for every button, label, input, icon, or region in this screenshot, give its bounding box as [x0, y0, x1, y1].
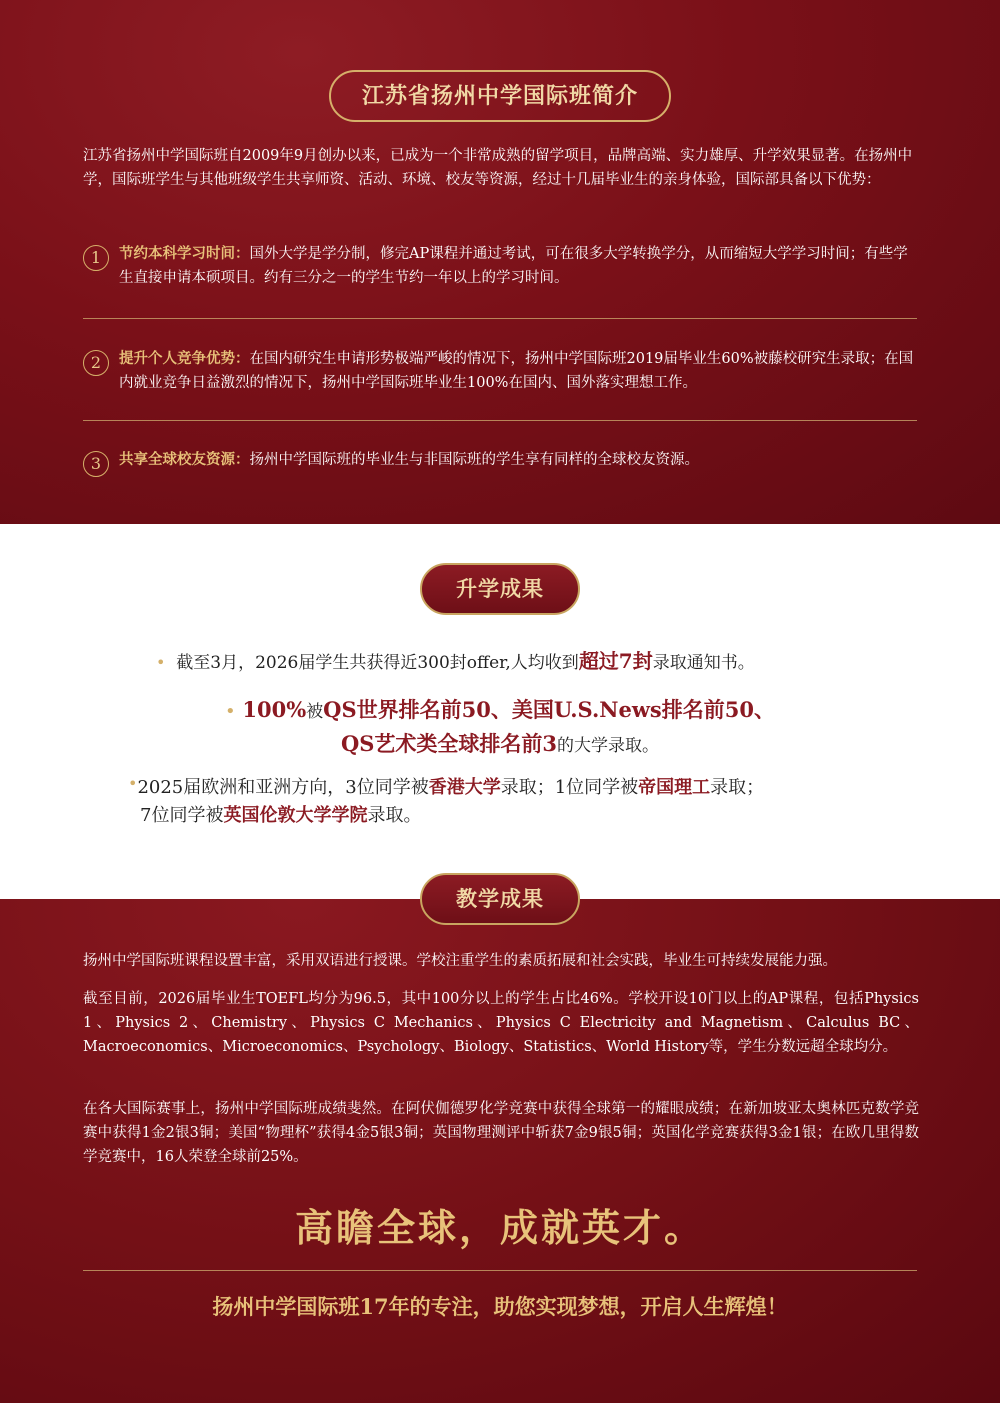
- admission-line-2: • 100%被QS世界排名前50、美国U.S.News排名前50、 QS艺术类全球排名前3的大学录取。: [225, 697, 775, 756]
- advantage-text: 扬州中学国际班的毕业生与非国际班的学生享有同样的全球校友资源。: [249, 452, 699, 468]
- admission-line-1: • 截至3月，2026届学生共获得近300封offer,人均收到超过7封录取通知书。: [156, 649, 755, 673]
- advantage-item-3: [83, 448, 919, 472]
- slogan: 高瞻全球，成就英才。: [294, 1205, 705, 1250]
- divider: [83, 420, 917, 421]
- divider: [83, 318, 917, 319]
- highlight-text: 超过7封: [578, 649, 653, 673]
- advantage-title: 共享全球校友资源：: [119, 451, 250, 468]
- teaching-section: [0, 886, 1000, 1403]
- tagline: 扬州中学国际班17年的专注，助您实现梦想，开启人生辉煌！: [212, 1294, 788, 1319]
- divider: [83, 1270, 917, 1271]
- bullet-icon: •: [156, 653, 166, 672]
- number-1-icon: 1: [83, 245, 109, 271]
- admission-title-badge: [420, 563, 580, 615]
- advantage-item-2: [83, 347, 919, 395]
- intro-section: [0, 0, 1000, 524]
- bullet-icon: •: [225, 701, 236, 722]
- advantage-title: 提升个人竞争优势：: [119, 350, 250, 367]
- intro-title-badge: [329, 70, 671, 122]
- intro-paragraph: 江苏省扬州中学国际班自2009年9月创办以来，已成为一个非常成熟的留学项目，品牌高端、实力雄厚、升学效果显著。在扬州中学，国际班学生与其他班级学生共享师资、活动、环境、校友等资源，经过十几届毕业生的亲身体验，国际部具备以下优势：: [83, 148, 913, 188]
- teaching-paragraph-1: 扬州中学国际班课程设置丰富，采用双语进行授课。学校注重学生的素质拓展和社会实践，毕业生可持续发展能力强。: [83, 953, 837, 969]
- admission-line-3: •2025届欧洲和亚洲方向，3位同学被香港大学录取；1位同学被帝国理工录取； 7位同学被英国伦敦大学学院录取。: [128, 774, 765, 826]
- teaching-paragraph-3: 在各大国际赛事上，扬州中学国际班成绩斐然。在阿伏伽德罗化学竞赛中获得全球第一的耀眼成绩；在新加坡亚太奥林匹克数学竞赛中获得1金2银3铜；美国“物理杯”获得4金5银3铜；英国物理测评中斩获7金9银5铜；英国化学竞赛获得3金1银；在欧几里得数学竞赛中，16人荣登全球前25%。: [83, 1101, 919, 1165]
- number-2-icon: 2: [83, 350, 109, 376]
- intro-title: 江苏省扬州中学国际班简介: [361, 83, 638, 109]
- admission-section: [0, 524, 1000, 899]
- teaching-paragraph-2: 截至目前，2026届毕业生TOEFL均分为96.5，其中100分以上的学生占比46%。学校开设10门以上的AP课程，包括Physics 1、Physics 2、Chemistry、Physics C Mechanics、Physics C Electricity and Magnetism、Calculus BC、Macroeconomics、Microeconomics、Psychology、Biology、Statistics、World History等，学生分数远超全球均分。: [83, 991, 919, 1055]
- number-3-icon: 3: [83, 451, 109, 477]
- advantage-item-1: [83, 242, 919, 290]
- advantage-text: 国外大学是学分制，修完AP课程并通过考试，可在很多大学转换学分，从而缩短大学学习时间；有些学生直接申请本硕项目。约有三分之一的学生节约一年以上的学习时间。: [119, 246, 908, 286]
- teaching-title-badge: [420, 873, 580, 925]
- advantage-title: 节约本科学习时间：: [119, 245, 250, 262]
- teaching-title: 教学成果: [456, 886, 544, 911]
- advantage-text: 在国内研究生申请形势极端严峻的情况下，扬州中学国际班2019届毕业生60%被藤校研究生录取；在国内就业竞争日益激烈的情况下，扬州中学国际班毕业生100%在国内、国外落实理想工作。: [119, 351, 914, 391]
- bullet-icon: •: [128, 774, 138, 793]
- admission-title: 升学成果: [456, 576, 544, 601]
